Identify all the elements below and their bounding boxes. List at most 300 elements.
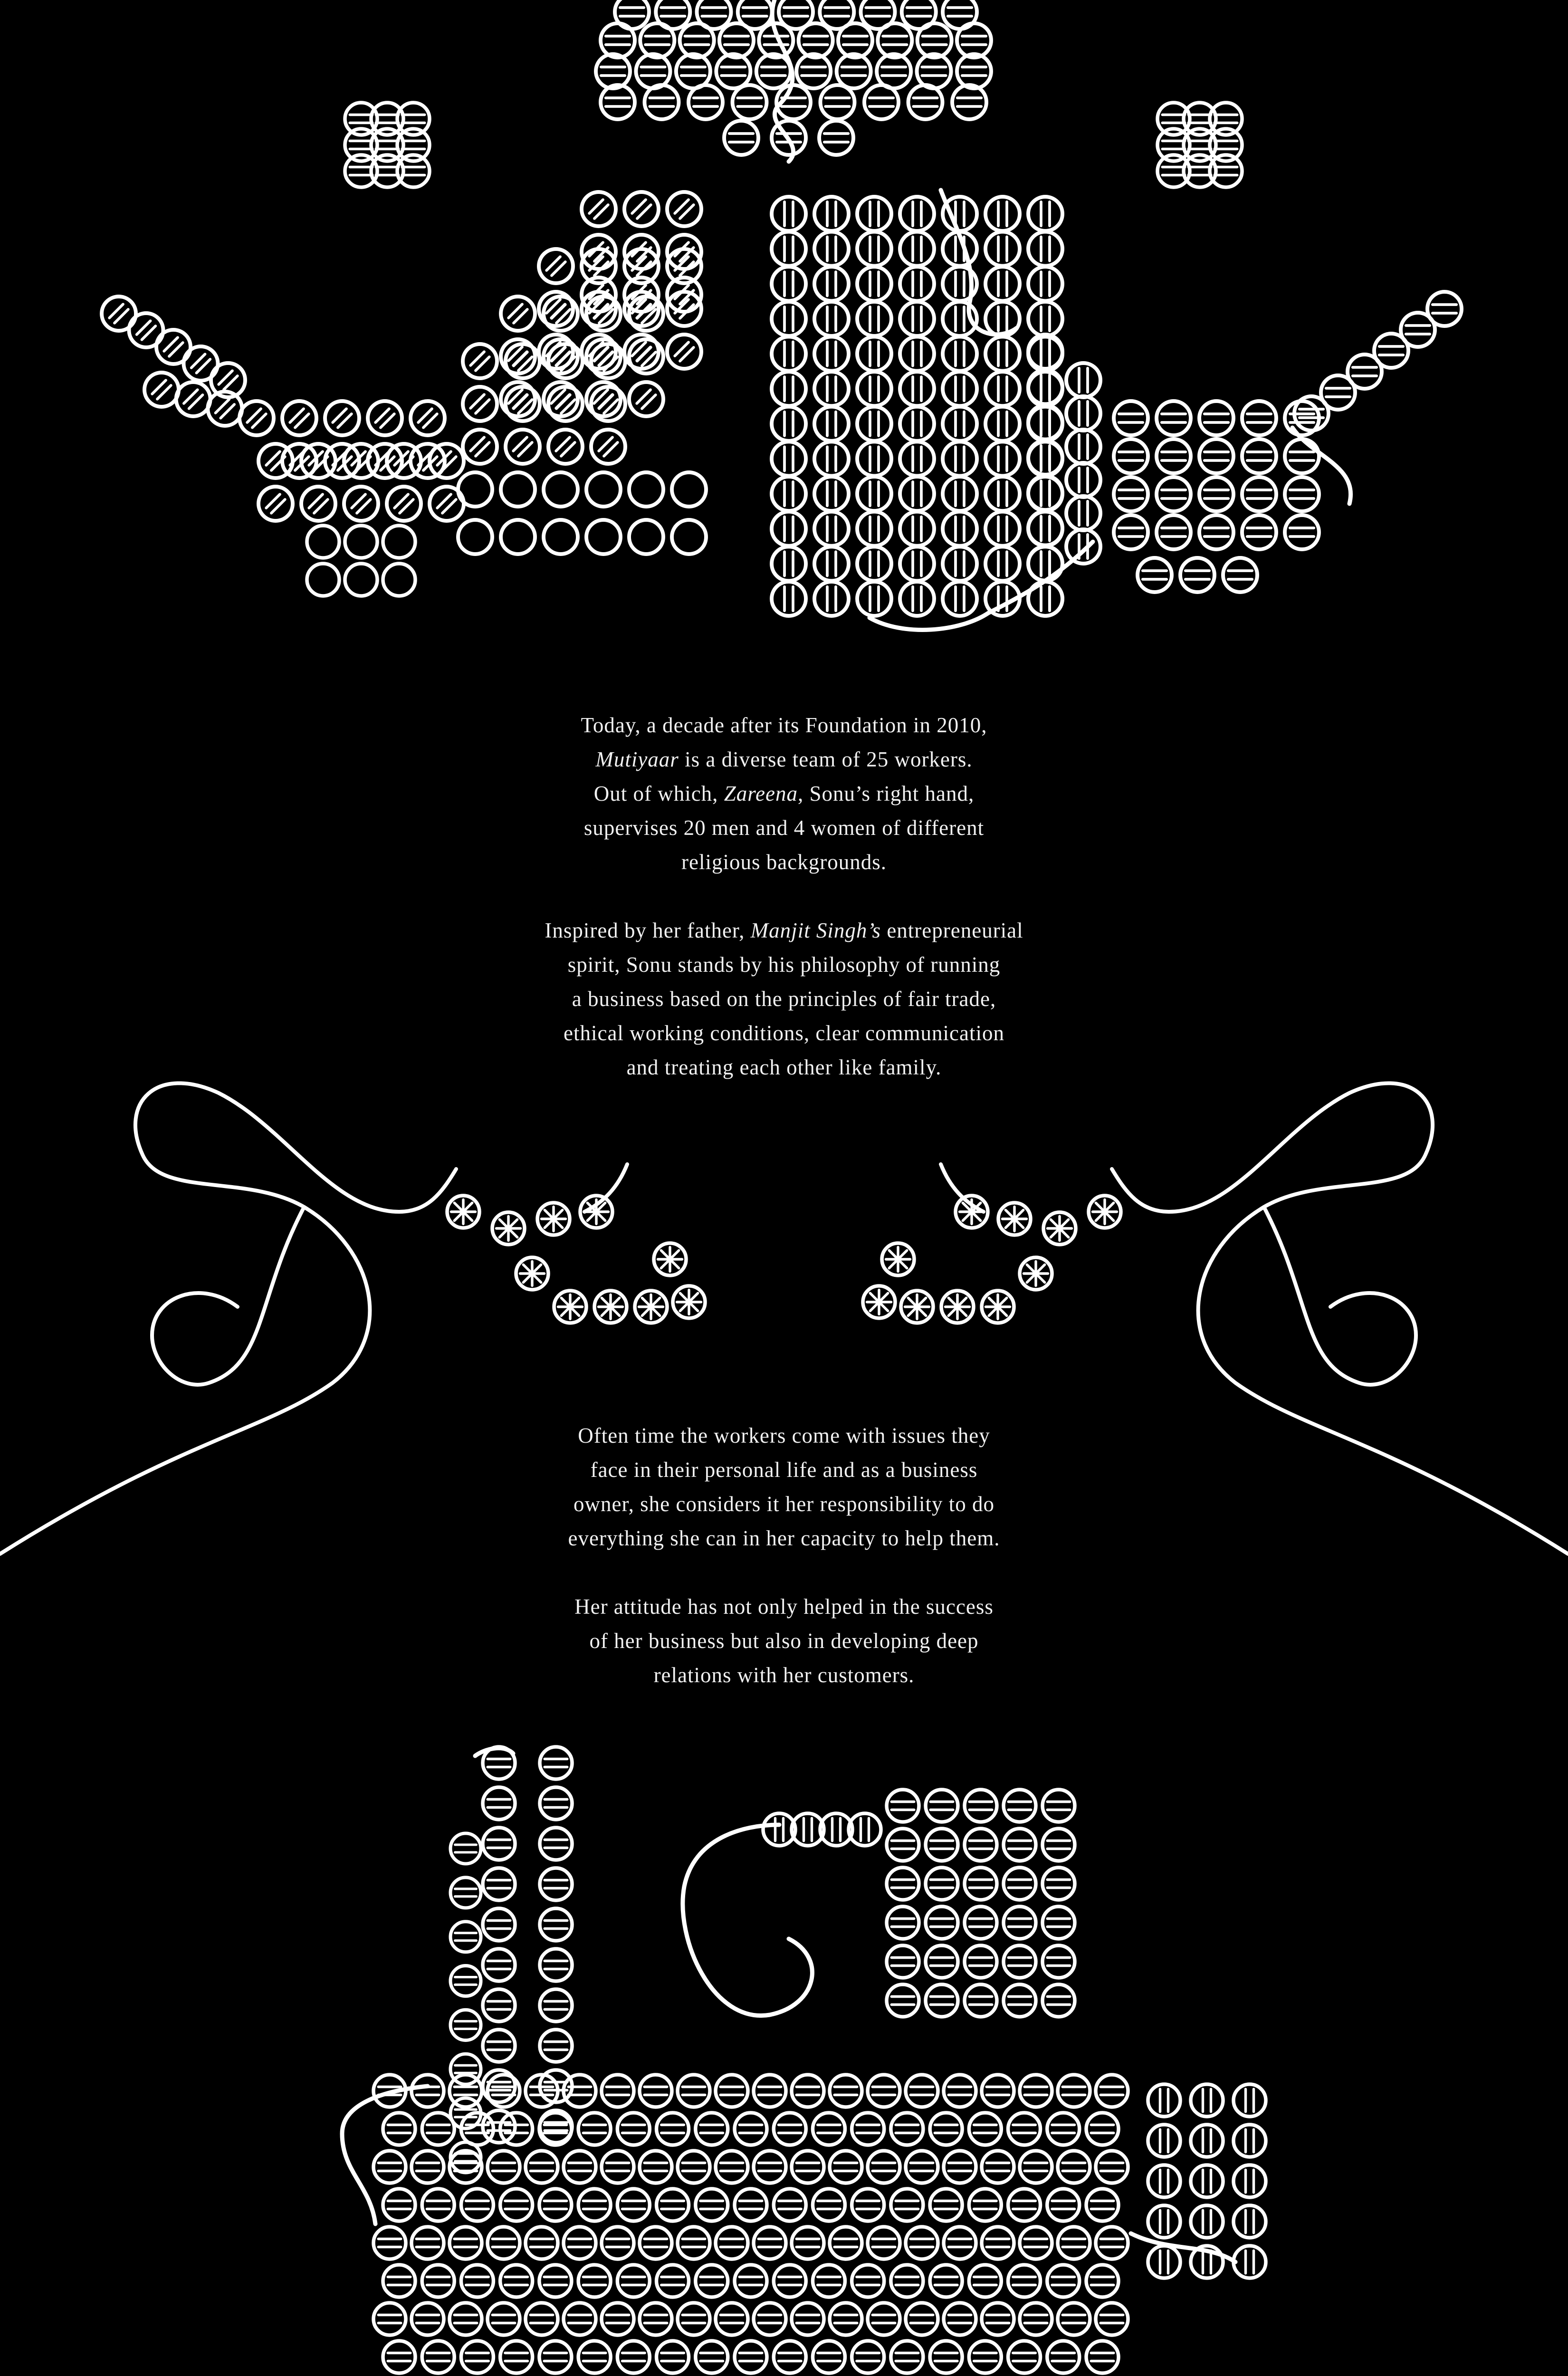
lid-bead bbox=[821, 85, 855, 119]
thread-bead bbox=[673, 1286, 705, 1318]
steam-bead bbox=[540, 1989, 572, 2022]
right-inner-curl bbox=[1264, 1207, 1416, 1385]
body-bead bbox=[900, 441, 934, 476]
body-bead bbox=[1157, 401, 1191, 435]
cup-bead bbox=[792, 2303, 824, 2335]
steam-bead bbox=[1004, 1829, 1036, 1861]
steam-bead bbox=[540, 1787, 572, 1820]
steam-bead bbox=[1042, 1945, 1075, 1978]
body-bead bbox=[772, 582, 806, 616]
cup-bead bbox=[449, 2303, 482, 2335]
lid-bead bbox=[645, 85, 679, 119]
body-bead bbox=[943, 477, 977, 511]
body-bead bbox=[591, 430, 625, 464]
cup-bead bbox=[488, 2151, 520, 2183]
cup-bead bbox=[617, 2341, 650, 2373]
lid-bead bbox=[908, 85, 943, 119]
teapot-illustration bbox=[0, 0, 1568, 637]
cup-bead bbox=[422, 2189, 454, 2221]
text-line: of her business but also in developing deep bbox=[589, 1629, 979, 1653]
steam-bead bbox=[1042, 1829, 1075, 1861]
steam-bead bbox=[965, 1829, 997, 1861]
body-bead bbox=[900, 407, 934, 441]
body-bead bbox=[458, 520, 492, 554]
steam-bead bbox=[926, 1984, 958, 2017]
cup-bead bbox=[906, 2227, 938, 2259]
body-bead bbox=[814, 267, 849, 301]
body-bead bbox=[368, 401, 402, 435]
body-bead bbox=[814, 441, 849, 476]
steam-bead bbox=[926, 1907, 958, 1939]
cup-bead bbox=[373, 2303, 406, 2335]
cup-bead bbox=[617, 2113, 650, 2145]
text-line: ethical working conditions, clear communication bbox=[564, 1021, 1004, 1045]
cup-bead bbox=[852, 2113, 884, 2145]
cup-bead bbox=[868, 2075, 900, 2107]
handle-bead bbox=[1191, 2125, 1223, 2157]
body-bead bbox=[1242, 477, 1276, 511]
handle-bead bbox=[1191, 2165, 1223, 2197]
cup-bead bbox=[640, 2075, 672, 2107]
steam-bead bbox=[926, 1945, 958, 1978]
lid-bead bbox=[601, 23, 635, 57]
body-bead bbox=[857, 302, 891, 336]
handle-bead bbox=[1148, 2125, 1180, 2157]
cup-bead bbox=[373, 2151, 406, 2183]
story-section-1 bbox=[0, 708, 1568, 1084]
cup-bead bbox=[657, 2341, 689, 2373]
story-paragraph-philosophy bbox=[489, 913, 1079, 1084]
text-line: Inspired by her father, bbox=[545, 919, 751, 942]
cup-bead bbox=[539, 2265, 572, 2297]
body-bead bbox=[900, 232, 934, 266]
handle-bead bbox=[1148, 2246, 1180, 2278]
body-bead bbox=[1138, 558, 1172, 592]
cup-bead bbox=[617, 2189, 650, 2221]
cup-bead bbox=[1008, 2189, 1041, 2221]
cup-bead bbox=[696, 2113, 728, 2145]
lid-bead bbox=[724, 121, 758, 155]
steam-thread bbox=[683, 1825, 812, 2016]
lid-bead bbox=[819, 121, 853, 155]
steam-bead bbox=[483, 1949, 515, 1981]
steam-bead bbox=[540, 1908, 572, 1941]
thread-bead bbox=[492, 1212, 525, 1245]
body-bead bbox=[900, 512, 934, 546]
body-bead bbox=[857, 337, 891, 371]
body-bead bbox=[544, 472, 578, 507]
cup-bead bbox=[774, 2265, 806, 2297]
body-bead bbox=[411, 401, 445, 435]
cup-bead bbox=[411, 2303, 444, 2335]
cup-bead bbox=[539, 2113, 572, 2145]
cup-bead bbox=[1086, 2113, 1119, 2145]
cup-bead bbox=[602, 2303, 634, 2335]
story-section-2 bbox=[0, 1418, 1568, 1692]
body-bead bbox=[506, 430, 540, 464]
body-bead bbox=[772, 441, 806, 476]
body-bead bbox=[814, 477, 849, 511]
body-bead bbox=[1199, 515, 1233, 549]
body-bead bbox=[900, 372, 934, 406]
body-bead bbox=[282, 401, 316, 435]
cup-bead bbox=[383, 2113, 415, 2145]
cup-bead bbox=[373, 2227, 406, 2259]
handle-bead bbox=[1233, 2165, 1266, 2197]
story-paragraph-foundation bbox=[489, 708, 1079, 879]
steam-bead bbox=[1042, 1984, 1075, 2017]
cup-bead bbox=[716, 2227, 748, 2259]
body-bead bbox=[672, 472, 706, 507]
cup-bead bbox=[735, 2113, 767, 2145]
cup-bead bbox=[735, 2341, 767, 2373]
cup-bead bbox=[1047, 2113, 1080, 2145]
steam-bead bbox=[483, 1787, 515, 1820]
cup-bead bbox=[930, 2265, 962, 2297]
cup-bead bbox=[792, 2075, 824, 2107]
steam-bead bbox=[540, 1949, 572, 1981]
thread-bead bbox=[554, 1291, 586, 1323]
text-line: religious backgrounds. bbox=[681, 850, 887, 874]
body-bead bbox=[985, 197, 1020, 231]
cup-bead bbox=[500, 2189, 533, 2221]
lid-bead bbox=[799, 23, 833, 57]
cup-bead bbox=[1086, 2265, 1119, 2297]
body-bead bbox=[1066, 529, 1100, 564]
steam-bead bbox=[887, 1907, 919, 1939]
text-line: supervises 20 men and 4 women of different bbox=[583, 816, 985, 840]
cup-bead bbox=[906, 2303, 938, 2335]
cup-bead bbox=[716, 2303, 748, 2335]
cup-bead bbox=[1020, 2303, 1052, 2335]
body-bead bbox=[1028, 511, 1062, 545]
cup-bead bbox=[564, 2075, 596, 2107]
cup-bead bbox=[461, 2265, 493, 2297]
body-bead bbox=[943, 337, 977, 371]
body-bead bbox=[857, 232, 891, 266]
person-name: Zareena bbox=[724, 782, 798, 805]
cup-bead bbox=[1008, 2341, 1041, 2373]
steam-bead bbox=[540, 1747, 572, 1779]
cup-bead bbox=[1020, 2151, 1052, 2183]
cup-bead bbox=[944, 2075, 976, 2107]
text-line: Out of which, bbox=[593, 782, 724, 805]
cup-bead bbox=[944, 2227, 976, 2259]
cup-bead bbox=[657, 2265, 689, 2297]
body-bead bbox=[814, 197, 849, 231]
cup-bead bbox=[678, 2075, 710, 2107]
body-bead bbox=[985, 302, 1020, 336]
body-bead bbox=[1114, 477, 1148, 511]
steam-bead bbox=[450, 2010, 481, 2040]
thread-bead bbox=[1020, 1257, 1052, 1290]
cup-bead bbox=[696, 2341, 728, 2373]
cup-bead bbox=[813, 2113, 845, 2145]
body-bead bbox=[1157, 515, 1191, 549]
handle-bead bbox=[1191, 2205, 1223, 2238]
cup-bead bbox=[754, 2151, 786, 2183]
cup-bead bbox=[1020, 2075, 1052, 2107]
cup-bead bbox=[678, 2303, 710, 2335]
cup-bead bbox=[617, 2265, 650, 2297]
text-line: owner, she considers it her responsibility to do bbox=[573, 1492, 995, 1516]
text-line: relations with her customers. bbox=[653, 1663, 915, 1687]
body-bead bbox=[463, 344, 497, 378]
thread-bead bbox=[982, 1291, 1014, 1323]
steam-bead bbox=[483, 1908, 515, 1941]
cup-bead bbox=[930, 2113, 962, 2145]
cup-bead bbox=[813, 2341, 845, 2373]
cup-bead bbox=[461, 2341, 493, 2373]
cup-bead bbox=[1058, 2151, 1090, 2183]
cup-bead bbox=[1086, 2189, 1119, 2221]
steam-bead bbox=[887, 1790, 919, 1822]
spout-bead bbox=[176, 382, 210, 416]
body-bead bbox=[1114, 439, 1148, 473]
body-bead bbox=[814, 372, 849, 406]
body-bead bbox=[667, 192, 701, 226]
handle-bead bbox=[1233, 2205, 1266, 2238]
body-bead bbox=[1028, 405, 1062, 440]
lid-bead bbox=[688, 85, 723, 119]
body-bead bbox=[900, 337, 934, 371]
steam-bead bbox=[965, 1790, 997, 1822]
steam-bead bbox=[887, 1829, 919, 1861]
body-bead bbox=[624, 192, 659, 226]
lid-bead bbox=[596, 54, 630, 88]
thread-bead bbox=[580, 1196, 612, 1228]
cup-bead bbox=[1047, 2265, 1080, 2297]
spout-bead bbox=[239, 401, 274, 435]
cup-bead bbox=[982, 2303, 1014, 2335]
body-bead bbox=[857, 372, 891, 406]
cup-bead bbox=[852, 2265, 884, 2297]
body-bead bbox=[772, 302, 806, 336]
body-bead bbox=[772, 477, 806, 511]
body-bead bbox=[258, 487, 293, 521]
body-bead bbox=[1066, 430, 1100, 464]
story-paragraph-workers bbox=[489, 1418, 1079, 1555]
steam-bead bbox=[540, 2030, 572, 2062]
text-line: Today, a decade after its Foundation in 2010, bbox=[581, 713, 987, 737]
body-bead bbox=[383, 526, 415, 558]
body-bead bbox=[345, 526, 377, 558]
body-bead bbox=[900, 197, 934, 231]
cup-bead bbox=[1058, 2075, 1090, 2107]
cup-bead bbox=[906, 2151, 938, 2183]
body-bead bbox=[985, 372, 1020, 406]
body-bead bbox=[814, 407, 849, 441]
body-bead bbox=[1199, 477, 1233, 511]
thread-bead bbox=[882, 1243, 914, 1275]
body-bead bbox=[857, 267, 891, 301]
cup-bead bbox=[411, 2075, 444, 2107]
steam-bead bbox=[965, 1945, 997, 1978]
steam-bead bbox=[887, 1984, 919, 2017]
cup-bead bbox=[982, 2075, 1014, 2107]
body-bead bbox=[307, 564, 339, 596]
cup-bead bbox=[422, 2341, 454, 2373]
cup-bead bbox=[564, 2151, 596, 2183]
lid-bead bbox=[719, 23, 754, 57]
body-bead bbox=[1028, 335, 1062, 369]
body-bead bbox=[539, 249, 573, 283]
cup-bead bbox=[906, 2075, 938, 2107]
body-bead bbox=[1180, 558, 1214, 592]
body-bead bbox=[1285, 515, 1319, 549]
cup-bead bbox=[1008, 2265, 1041, 2297]
body-bead bbox=[943, 407, 977, 441]
body-bead bbox=[629, 520, 663, 554]
body-bead bbox=[985, 267, 1020, 301]
cup-bead bbox=[754, 2227, 786, 2259]
steam-bead bbox=[1004, 1790, 1036, 1822]
body-bead bbox=[1285, 439, 1319, 473]
cup-bead bbox=[1008, 2113, 1041, 2145]
body-bead bbox=[985, 546, 1020, 581]
cup-bead bbox=[868, 2227, 900, 2259]
cup-bead bbox=[774, 2113, 806, 2145]
body-bead bbox=[814, 337, 849, 371]
cup-bead bbox=[449, 2075, 482, 2107]
body-bead bbox=[1066, 396, 1100, 431]
cup-bead bbox=[1096, 2227, 1128, 2259]
cup-bead bbox=[774, 2341, 806, 2373]
cup-bead bbox=[411, 2151, 444, 2183]
cup-bead bbox=[678, 2151, 710, 2183]
steam-bead bbox=[450, 1966, 481, 1996]
spout-bead bbox=[144, 373, 179, 407]
cup-bead bbox=[830, 2075, 862, 2107]
cup-bead bbox=[969, 2265, 1001, 2297]
body-bead bbox=[1028, 197, 1062, 231]
cup-bead bbox=[754, 2303, 786, 2335]
lid-bead bbox=[636, 54, 670, 88]
steam-bead bbox=[450, 1878, 481, 1908]
cup-bead bbox=[868, 2303, 900, 2335]
text-line: entrepreneurial bbox=[881, 919, 1023, 942]
person-name: Manjit Singh’s bbox=[750, 919, 881, 942]
body-bead bbox=[943, 582, 977, 616]
handle-bead bbox=[1233, 2246, 1266, 2278]
body-bead bbox=[900, 267, 934, 301]
cup-bead bbox=[422, 2113, 454, 2145]
steam-bead bbox=[450, 1833, 481, 1864]
cup-bead bbox=[564, 2303, 596, 2335]
cup-bead bbox=[488, 2227, 520, 2259]
cup-bead bbox=[944, 2303, 976, 2335]
cup-bead bbox=[411, 2227, 444, 2259]
thread-bead bbox=[537, 1203, 570, 1235]
thread-bead bbox=[941, 1291, 974, 1323]
steam-bead bbox=[1004, 1984, 1036, 2017]
cup-bead bbox=[754, 2075, 786, 2107]
body-bead bbox=[814, 582, 849, 616]
cup-bead bbox=[678, 2227, 710, 2259]
lid-bead bbox=[864, 85, 899, 119]
cup-bead bbox=[716, 2151, 748, 2183]
teacup-embroidery-svg bbox=[0, 1730, 1568, 2376]
cup-bead bbox=[982, 2227, 1014, 2259]
cup-bead bbox=[657, 2113, 689, 2145]
body-bead bbox=[586, 520, 621, 554]
steam-bead bbox=[1004, 1907, 1036, 1939]
body-bead bbox=[586, 472, 621, 507]
body-bead bbox=[772, 372, 806, 406]
handle-bead bbox=[1233, 2125, 1266, 2157]
story-paragraph-attitude bbox=[489, 1590, 1079, 1692]
body-bead bbox=[1028, 302, 1062, 336]
cup-bead bbox=[539, 2341, 572, 2373]
body-bead bbox=[383, 564, 415, 596]
body-bead bbox=[307, 526, 339, 558]
body-bead bbox=[1028, 476, 1062, 510]
cup-bead bbox=[564, 2227, 596, 2259]
lid-bead bbox=[680, 23, 714, 57]
thread-bead bbox=[594, 1291, 627, 1323]
body-bead bbox=[548, 430, 583, 464]
body-bead bbox=[857, 197, 891, 231]
cup-bead bbox=[792, 2227, 824, 2259]
lid-bead bbox=[640, 23, 674, 57]
body-bead bbox=[985, 512, 1020, 546]
steam-bead bbox=[540, 1828, 572, 1860]
text-line: face in their personal life and as a business bbox=[590, 1458, 978, 1482]
cup-bead bbox=[830, 2227, 862, 2259]
company-name: Mutiyaar bbox=[595, 747, 679, 771]
body-bead bbox=[857, 512, 891, 546]
teacup-illustration bbox=[0, 1730, 1568, 2376]
body-bead bbox=[1242, 439, 1276, 473]
text-line: Often time the workers come with issues they bbox=[578, 1424, 990, 1447]
steam-bead bbox=[926, 1790, 958, 1822]
handle-bead bbox=[1148, 2165, 1180, 2197]
body-bead bbox=[1066, 496, 1100, 530]
cup-bead bbox=[602, 2151, 634, 2183]
body-bead bbox=[501, 472, 535, 507]
cup-bead bbox=[813, 2189, 845, 2221]
body-bead bbox=[900, 477, 934, 511]
steam-bead bbox=[965, 1984, 997, 2017]
cup-bead bbox=[696, 2189, 728, 2221]
lid-bead bbox=[601, 85, 635, 119]
cup-bead bbox=[578, 2341, 611, 2373]
steam-bead bbox=[887, 1945, 919, 1978]
body-bead bbox=[1114, 515, 1148, 549]
body-bead bbox=[943, 546, 977, 581]
body-bead bbox=[857, 441, 891, 476]
cup-bead bbox=[891, 2265, 923, 2297]
cup-bead bbox=[602, 2075, 634, 2107]
cup-bead bbox=[640, 2151, 672, 2183]
cup-bead bbox=[1096, 2151, 1128, 2183]
cup-bead bbox=[488, 2303, 520, 2335]
cup-bead bbox=[449, 2227, 482, 2259]
body-bead bbox=[501, 520, 535, 554]
body-bead bbox=[1028, 370, 1062, 404]
cup-bead bbox=[930, 2189, 962, 2221]
thread-bead bbox=[447, 1196, 479, 1228]
cup-bead bbox=[578, 2189, 611, 2221]
body-bead bbox=[772, 267, 806, 301]
cup-bead bbox=[500, 2265, 533, 2297]
left-inner-curl bbox=[152, 1207, 304, 1385]
body-bead bbox=[943, 512, 977, 546]
thread-bead bbox=[901, 1291, 933, 1323]
body-bead bbox=[772, 546, 806, 581]
body-bead bbox=[1066, 363, 1100, 397]
cup-bead bbox=[1086, 2341, 1119, 2373]
